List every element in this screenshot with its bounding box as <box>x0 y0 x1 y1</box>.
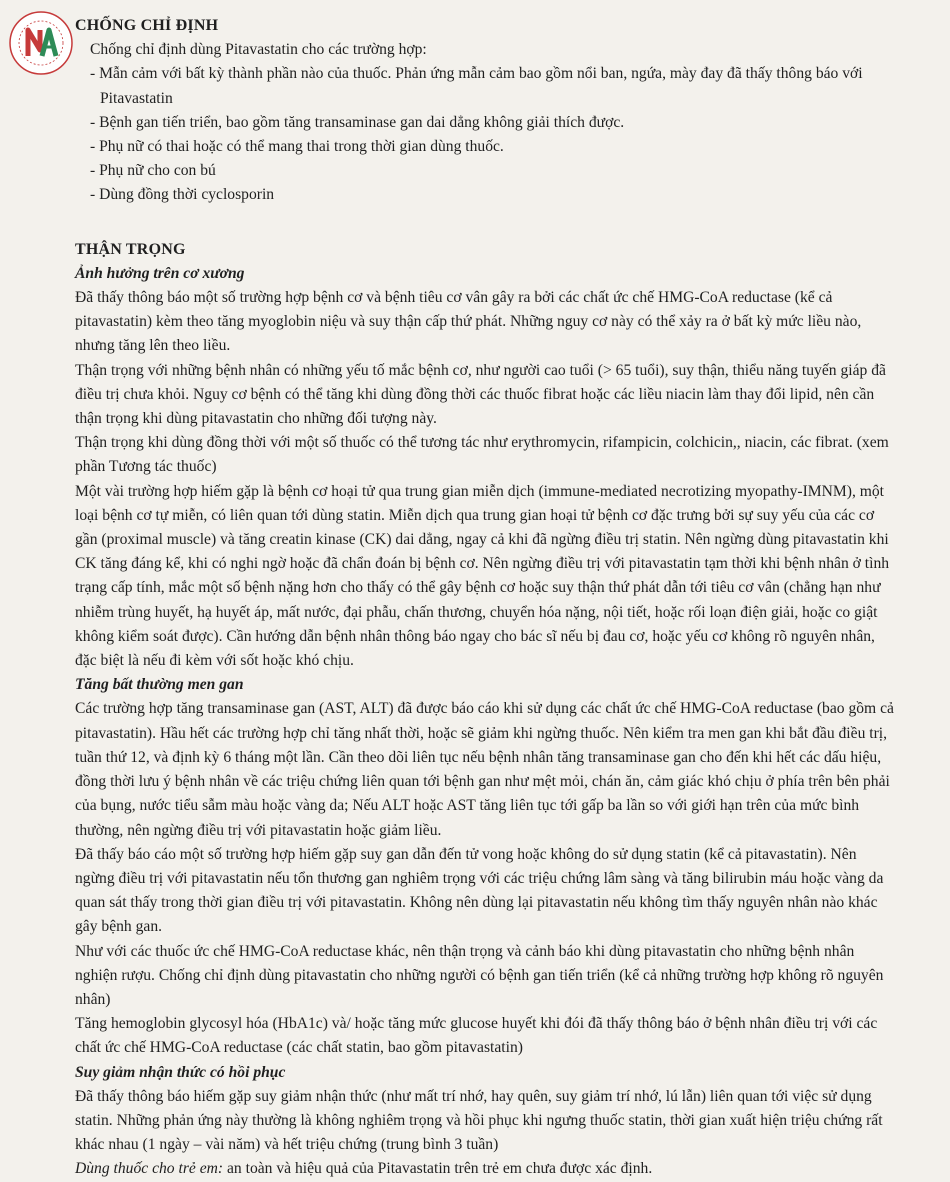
contraindication-item: - Bệnh gan tiến triển, bao gồm tăng transaminase gan dai dẳng không giải thích được. <box>90 113 625 131</box>
contraindication-item: - Phụ nữ có thai hoặc có thể mang thai trong thời gian dùng thuốc. <box>90 138 504 156</box>
precautions-heading: THẬN TRỌNG <box>75 240 186 258</box>
musculoskeletal-subheading: Ảnh hưởng trên cơ xương <box>75 264 245 282</box>
pediatric-use-text: an toàn và hiệu quả của Pitavastatin trên trẻ em chưa được xác định. <box>223 1160 653 1178</box>
paragraph: Các trường hợp tăng transaminase gan (AST, ALT) đã được báo cáo khi sử dụng các chất ức chế HMG-CoA reductase (bao gồm cả pitavastatin). Hầu hết các trường hợp chỉ tăng nhất thời, hoặc sẽ giảm khi ngừng thuốc. Nên kiểm tra men gan khi bắt đầu điều trị, tuần thứ 12, và định kỳ 6 tháng một lần. Cần theo dõi liên tục nếu bệnh nhân tăng transaminase gan cho đến khi hết các dấu hiệu, đồng thời lưu ý bệnh nhân về các triệu chứng liên quan tới bệnh gan như mệt mỏi, chán ăn, cảm giác khó chịu ở phía trên bên phải của bụng, nước tiểu sẫm màu hoặc vàng da; Nếu ALT hoặc AST tăng liên tục tới gấp ba lần so với giới hạn trên của mức bình thường, nên ngừng điều trị với pitavastatin hoặc giảm liều. <box>75 700 894 839</box>
pediatric-use-paragraph <box>75 1157 897 1181</box>
contraindications-intro: Chống chỉ định dùng Pitavastatin cho các trường hợp: <box>90 41 427 59</box>
paragraph: Một vài trường hợp hiếm gặp là bệnh cơ hoại tử qua trung gian miễn dịch (immune-mediated necrotizing myopathy-IMNM), một loại bệnh cơ tự miễn, có liên quan tới dùng statin. Miễn dịch qua trung gian hoại tử bệnh cơ đặc trưng bởi sự suy yếu của các cơ gần (proximal muscle) và tăng creatin kinase (CK) dai dẳng, ngay cả khi đã ngừng điều trị statin. Nên ngừng dùng pitavastatin khi CK tăng đáng kể, khi có nghi ngờ hoặc đã chẩn đoán bị bệnh cơ. Nên ngừng điều trị với pitavastatin tạm thời khi bệnh nhân ở tình trạng cấp tính, mắc một số bệnh nặng hơn cho thấy có thể gây bệnh cơ hoặc suy thận thứ phát dẫn tới tiêu cơ vân (chẳng hạn như nhiễm trùng huyết, hạ huyết áp, mất nước, đại phẫu, chấn thương, chuyển hóa nặng, nội tiết, hoặc rối loạn điện giải, hoặc co giật không kiểm soát được). Cần hướng dẫn bệnh nhân thông báo ngay cho bác sĩ nếu bị đau cơ, hoặc yếu cơ không rõ nguyên nhân, đặc biệt là nếu đi kèm với sốt hoặc khó chịu. <box>75 482 890 670</box>
liver-enzyme-subheading: Tăng bất thường men gan <box>75 676 244 694</box>
paragraph: Đã thấy báo cáo một số trường hợp hiếm gặp suy gan dẫn đến tử vong hoặc không do sử dụng statin (kể cả pitavastatin). Nên ngừng điều trị với pitavastatin nếu tổn thương gan nghiêm trọng với các triệu chứng lâm sàng và tăng bilirubin máu hoặc vàng da quan sát thấy trong thời gian điều trị với pitavastatin. Không nên dùng lại pitavastatin nếu không tìm thấy nguyên nhân nào khác gây bệnh gan. <box>75 845 884 936</box>
document-body <box>75 14 897 1182</box>
paragraph: Đã thấy thông báo một số trường hợp bệnh cơ và bệnh tiêu cơ vân gây ra bởi các chất ức chế HMG-CoA reductase (kể cả pitavastatin) kèm theo tăng myoglobin niệu và suy thận cấp thứ phát. Những nguy cơ này có thể xảy ra ở bất kỳ mức liều nào, nhưng tăng lên theo liều. <box>75 289 862 355</box>
paragraph: Như với các thuốc ức chế HMG-CoA reductase khác, nên thận trọng và cảnh báo khi dùng pitavastatin cho những bệnh nhân nghiện rượu. Chống chỉ định dùng pitavastatin cho những người có bệnh gan tiến triển (kể cả những trường hợp không rõ nguyên nhân) <box>75 942 884 1008</box>
paragraph: Thận trọng với những bệnh nhân có những yếu tố mắc bệnh cơ, như người cao tuổi (> 65 tuổi), suy thận, thiểu năng tuyến giáp đã điều trị chưa khỏi. Nguy cơ bệnh có thể tăng khi dùng đồng thời các thuốc fibrat hoặc các liều niacin làm thay đổi lipid, nên cần thận trọng khi dùng pitavastatin cho những đối tượng này. <box>75 361 886 428</box>
contraindications-heading: CHỐNG CHỈ ĐỊNH <box>75 17 219 34</box>
contraindication-item: - Dùng đồng thời cyclosporin <box>90 186 275 204</box>
cognitive-subheading: Suy giảm nhận thức có hồi phục <box>75 1063 286 1081</box>
contraindication-item: - Phụ nữ cho con bú <box>90 162 216 180</box>
pediatric-use-label: Dùng thuốc cho trẻ em: <box>75 1160 224 1178</box>
paragraph: Đã thấy thông báo hiếm gặp suy giảm nhận thức (như mất trí nhớ, hay quên, suy giảm trí nhớ, lú lẫn) liên quan tới việc sử dụng statin. Những phản ứng này thường là không nghiêm trọng và hồi phục khi ngưng thuốc statin, thời gian xuất hiện triệu chứng rất khác nhau (1 ngày – vài năm) và hết triệu chứng (trung bình 3 tuần) <box>75 1087 883 1154</box>
pharmacy-logo <box>6 8 76 78</box>
paragraph: Tăng hemoglobin glycosyl hóa (HbA1c) và/ hoặc tăng mức glucose huyết khi đói đã thấy thông báo ở bệnh nhân điều trị với các chất ức chế HMG-CoA reductase (các chất statin, bao gồm pitavastatin) <box>75 1015 878 1057</box>
contraindication-item: - Mẫn cảm với bất kỳ thành phần nào của thuốc. Phản ứng mẫn cảm bao gồm nổi ban, ngứa, mày đay đã thấy thông báo với Pitavastatin <box>90 65 863 107</box>
paragraph: Thận trọng khi dùng đồng thời với một số thuốc có thể tương tác như erythromycin, rifampicin, colchicin,, niacin, các fibrat. (xem phần Tương tác thuốc) <box>75 434 889 476</box>
